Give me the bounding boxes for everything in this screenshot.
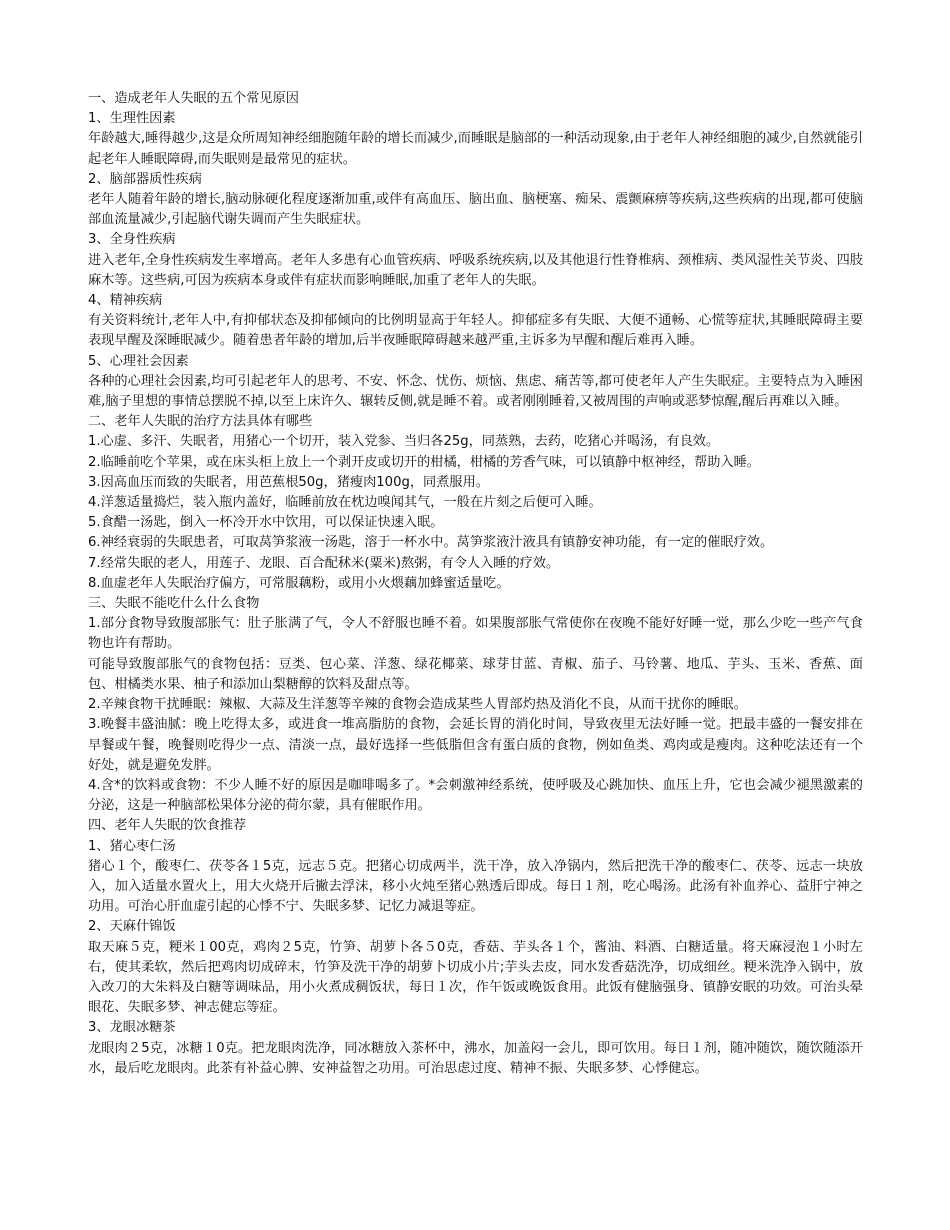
- body-paragraph: 老年人随着年龄的增长,脑动脉硬化程度逐渐加重,或伴有高血压、脑出血、脑梗塞、痴呆、震颤麻痹等疾病,这些疾病的出现,都可使脑部血流量减少,引起脑代谢失调而产生失眠症状。: [88, 192, 863, 228]
- body-paragraph: 2.辛辣食物干扰睡眠：辣椒、大蒜及生洋葱等辛辣的食物会造成某些人胃部灼热及消化不良，从而干扰你的睡眠。: [88, 697, 747, 713]
- body-paragraph: 1.心虚、多汗、失眠者，用猪心一个切开，装入党参、当归各25g，同蒸熟，去药，吃猪心并喝汤，有良效。: [88, 434, 720, 450]
- body-paragraph: 1.部分食物导致腹部胀气：肚子胀满了气，令人不舒服也睡不着。如果腹部胀气常使你在夜晚不能好好睡一觉，那么少吃一些产气食物也许有帮助。: [88, 616, 863, 652]
- body-paragraph: 7.经常失眠的老人，用莲子、龙眼、百合配秫米(粟米)熬粥，有令人入睡的疗效。: [88, 555, 560, 571]
- section-heading: 5、心理社会因素: [88, 353, 189, 369]
- body-paragraph: 可能导致腹部胀气的食物包括：豆类、包心菜、洋葱、绿花椰菜、球芽甘蓝、青椒、茄子、马铃薯、地瓜、芋头、玉米、香蕉、面包、柑橘类水果、柚子和添加山梨糖醇的饮料及甜点等。: [88, 656, 863, 692]
- body-paragraph: 有关资料统计,老年人中,有抑郁状态及抑郁倾向的比例明显高于年轻人。抑郁症多有失眠、大便不通畅、心慌等症状,其睡眠障碍主要表现早醒及深睡眠减少。随着患者年龄的增加,后半夜睡眠障碍越来越严重,主诉多为早醒和醒后难再入睡。: [88, 313, 863, 349]
- body-paragraph: 5.食醋一汤匙，倒入一杯冷开水中饮用，可以保证快速入眠。: [88, 515, 444, 531]
- body-paragraph: 各种的心理社会因素,均可引起老年人的思考、不安、怀念、忧伤、烦恼、焦虑、痛苦等,都可使老年人产生失眠症。主要特点为入睡困难,脑子里想的事情总摆脱不掉,以至上床许久、辗转反侧,就是睡不着。或者刚刚睡着,又被周围的声响或恶梦惊醒,醒后再难以入睡。: [88, 373, 863, 410]
- section-heading: 4、精神疾病: [88, 293, 163, 309]
- body-paragraph: 取天麻５克，粳米１00克，鸡肉２5克，竹笋、胡萝卜各５0克，香菇、芋头各１个，酱油、料酒、白糖适量。将天麻浸泡１小时左右，使其柔软，然后把鸡肉切成碎末，竹笋及洗干净的胡萝卜切成小片;芋头去皮，同水发香菇洗净，切成细丝。粳米洗净入锅中，放入改刀的大朱料及白糖等调味品，用小火煮成稠饭状，每日１次，作午饭或晚饭食用。此饭有健脑强身、镇静安眠的功效。可治头晕眼花、失眠多梦、神志健忘等症。: [88, 939, 863, 1016]
- section-heading: 1、猪心枣仁汤: [88, 838, 176, 854]
- body-paragraph: 4.洋葱适量捣烂，装入瓶内盖好，临睡前放在枕边嗅闻其气，一般在片刻之后便可入睡。: [88, 495, 602, 511]
- section-heading: 一、造成老年人失眠的五个常见原因: [88, 91, 299, 106]
- document-body: [88, 89, 863, 1079]
- body-paragraph: 进入老年,全身性疾病发生率增高。老年人多患有心血管疾病、呼吸系统疾病,以及其他退行性脊椎病、颈椎病、类风湿性关节炎、四肢麻木等。这些病,可因为疾病本身或伴有症状而影响睡眠,加重了老年人的失眠。: [88, 252, 863, 288]
- section-heading: 2、天麻什锦饭: [88, 919, 176, 935]
- body-paragraph: 猪心１个，酸枣仁、茯苓各１5克，远志５克。把猪心切成两半，洗干净，放入净锅内，然后把洗干净的酸枣仁、茯苓、远志一块放入，加入适量水置火上，用大火烧开后撇去浮沫，移小火炖至猪心熟透后即成。每日１剂，吃心喝汤。此汤有补血养心、益肝宁神之功用。可治心肝血虚引起的心悸不宁、失眠多梦、记忆力减退等症。: [88, 858, 863, 915]
- body-paragraph: 4.含*的饮料或食物：不少人睡不好的原因是咖啡喝多了。*会刺激神经系统，使呼吸及心跳加快、血压上升，它也会减少褪黑激素的分泌，这是一种脑部松果体分泌的荷尔蒙，具有催眠作用。: [88, 777, 863, 814]
- section-heading: 1、生理性因素: [88, 111, 176, 127]
- section-heading: 3、全身性疾病: [88, 232, 176, 248]
- body-paragraph: 2.临睡前吃个苹果，或在床头柜上放上一个剥开皮或切开的柑橘，柑橘的芳香气味，可以镇静中枢神经，帮助入睡。: [88, 454, 760, 470]
- section-heading: 二、老年人失眠的治疗方法具体有哪些: [88, 414, 313, 430]
- body-paragraph: 6.神经衰弱的失眠患者，可取莴笋浆液一汤匙，溶于一杯水中。莴笋浆液汁液具有镇静安神功能，有一定的催眠疗效。: [88, 535, 774, 551]
- section-heading: 2、脑部器质性疾病: [88, 171, 202, 187]
- section-heading: 3、龙眼冰糖茶: [88, 1020, 176, 1036]
- body-paragraph: 年龄越大,睡得越少,这是众所周知神经细胞随年龄的增长而减少,而睡眠是脑部的一种活动现象,由于老年人神经细胞的减少,自然就能引起老年人睡眠障碍,而失眠则是最常见的症状。: [88, 131, 863, 167]
- body-paragraph: 3.因高血压而致的失眠者，用芭蕉根50g，猪瘦肉100g，同煮服用。: [88, 474, 489, 490]
- body-paragraph: 8.血虚老年人失眠治疗偏方，可常服藕粉，或用小火煨藕加蜂蜜适量吃。: [88, 575, 510, 591]
- body-paragraph: 3.晚餐丰盛油腻：晚上吃得太多，或进食一堆高脂肪的食物，会延长胃的消化时间，导致夜里无法好睡一觉。把最丰盛的一餐安排在早餐或午餐，晚餐则吃得少一点、清淡一点，最好选择一些低脂但含有蛋白质的食物，例如鱼类、鸡肉或是瘦肉。这种吃法还有一个好处，就是避免发胖。: [88, 717, 863, 773]
- section-heading: 四、老年人失眠的饮食推荐: [88, 818, 247, 834]
- body-paragraph: 龙眼肉２5克，冰糖１0克。把龙眼肉洗净，同冰糖放入茶杯中，沸水，加盖闷一会儿，即可饮用。每日１剂，随冲随饮，随饮随添开水，最后吃龙眼肉。此茶有补益心脾、安神益智之功用。可治思虑过度、精神不振、失眠多梦、心悸健忘。: [88, 1040, 863, 1076]
- section-heading: 三、失眠不能吃什么什么食物: [88, 596, 260, 612]
